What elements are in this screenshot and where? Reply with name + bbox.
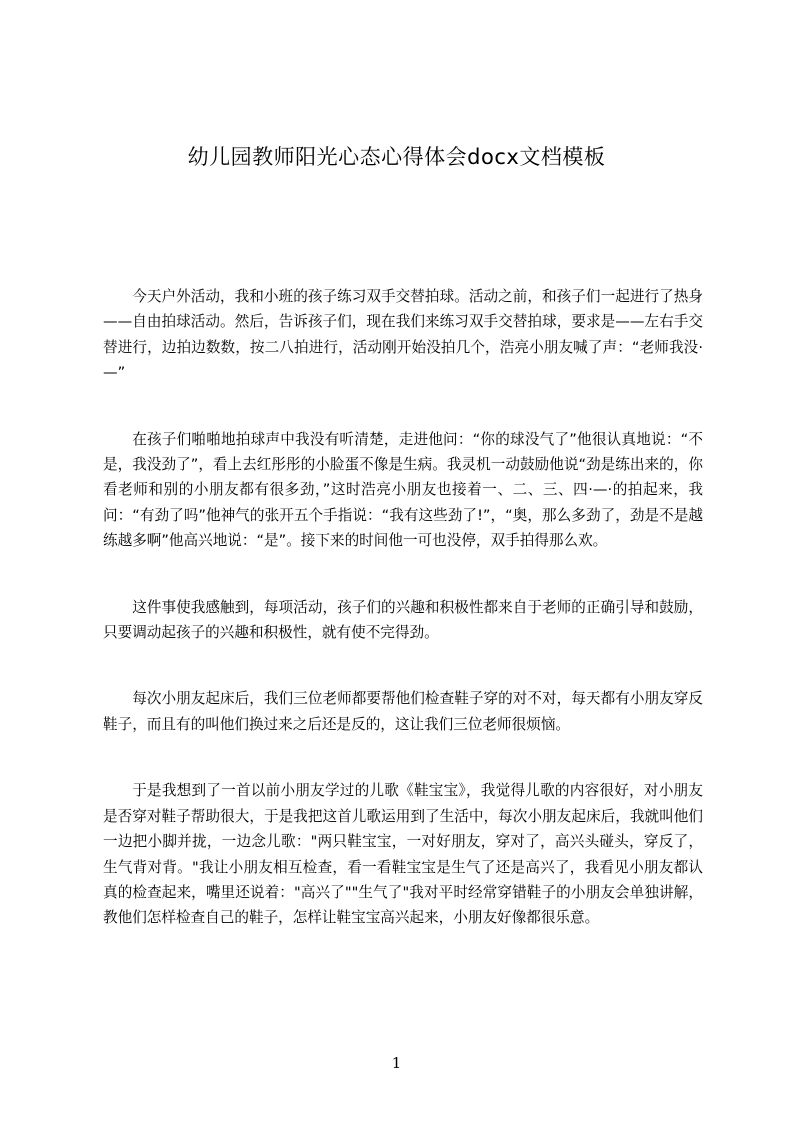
document-body (103, 284, 703, 972)
paragraph-1: 今天户外活动，我和小班的孩子练习双手交替拍球。活动之前，和孩子们一起进行了热身——自由拍球活动。然后，告诉孩子们，现在我们来练习双手交替拍球，要求是——左右手交替进行，边拍边数数，按二八拍进行，活动刚开始没拍几个，浩亮小朋友喊了声：“老师我没·—” (103, 288, 703, 382)
paragraph-4: 每次小朋友起床后，我们三位老师都要帮他们检查鞋子穿的对不对，每天都有小朋友穿反鞋子，而且有的叫他们换过来之后还是反的，这让我们三位老师很烦恼。 (103, 690, 703, 733)
paragraph-2: 在孩子们啪啪地拍球声中我没有听清楚，走进他问：“你的球没气了”他很认真地说：“不是，我没劲了”，看上去红彤彤的小脸蛋不像是生病。我灵机一动鼓励他说“劲是练出来的，你看老师和别的小朋友都有很多劲，”这时浩亮小朋友也接着一、二、三、四·—·的拍起来，我问：“有劲了吗”他神气的张开五个手指说：“我有这些劲了!”，“奥，那么多劲了，劲是不是越练越多啊”他高兴地说：“是”。接下来的时间他一可也没停，双手拍得那么欢。 (103, 430, 703, 550)
document-title: 幼儿园教师阳光心态心得体会docx文档模板 (187, 145, 606, 169)
paragraph-3: 这件事使我感触到，每项活动，孩子们的兴趣和积极性都来自于老师的正确引导和鼓励，只要调动起孩子的兴趣和积极性，就有使不完得劲。 (103, 598, 703, 642)
paragraph-5: 于是我想到了一首以前小朋友学过的儿歌《鞋宝宝》，我觉得儿歌的内容很好，对小朋友是否穿对鞋子帮助很大，于是我把这首儿歌运用到了生活中，每次小朋友起床后，我就叫他们一边把小脚并拢，一边念儿歌："两只鞋宝宝，一对好朋友，穿对了，高兴头碰头，穿反了，生气背对背。"我让小朋友相互检查，看一看鞋宝宝是生气了还是高兴了，我看见小朋友都认真的检查起来，嘴里还说着："高兴了""生气了"我对平时经常穿错鞋子的小朋友会单独讲解，教他们怎样检查自己的鞋子，怎样让鞋宝宝高兴起来，小朋友好像都很乐意。 (103, 782, 703, 927)
page-number: 1 (391, 1054, 402, 1072)
